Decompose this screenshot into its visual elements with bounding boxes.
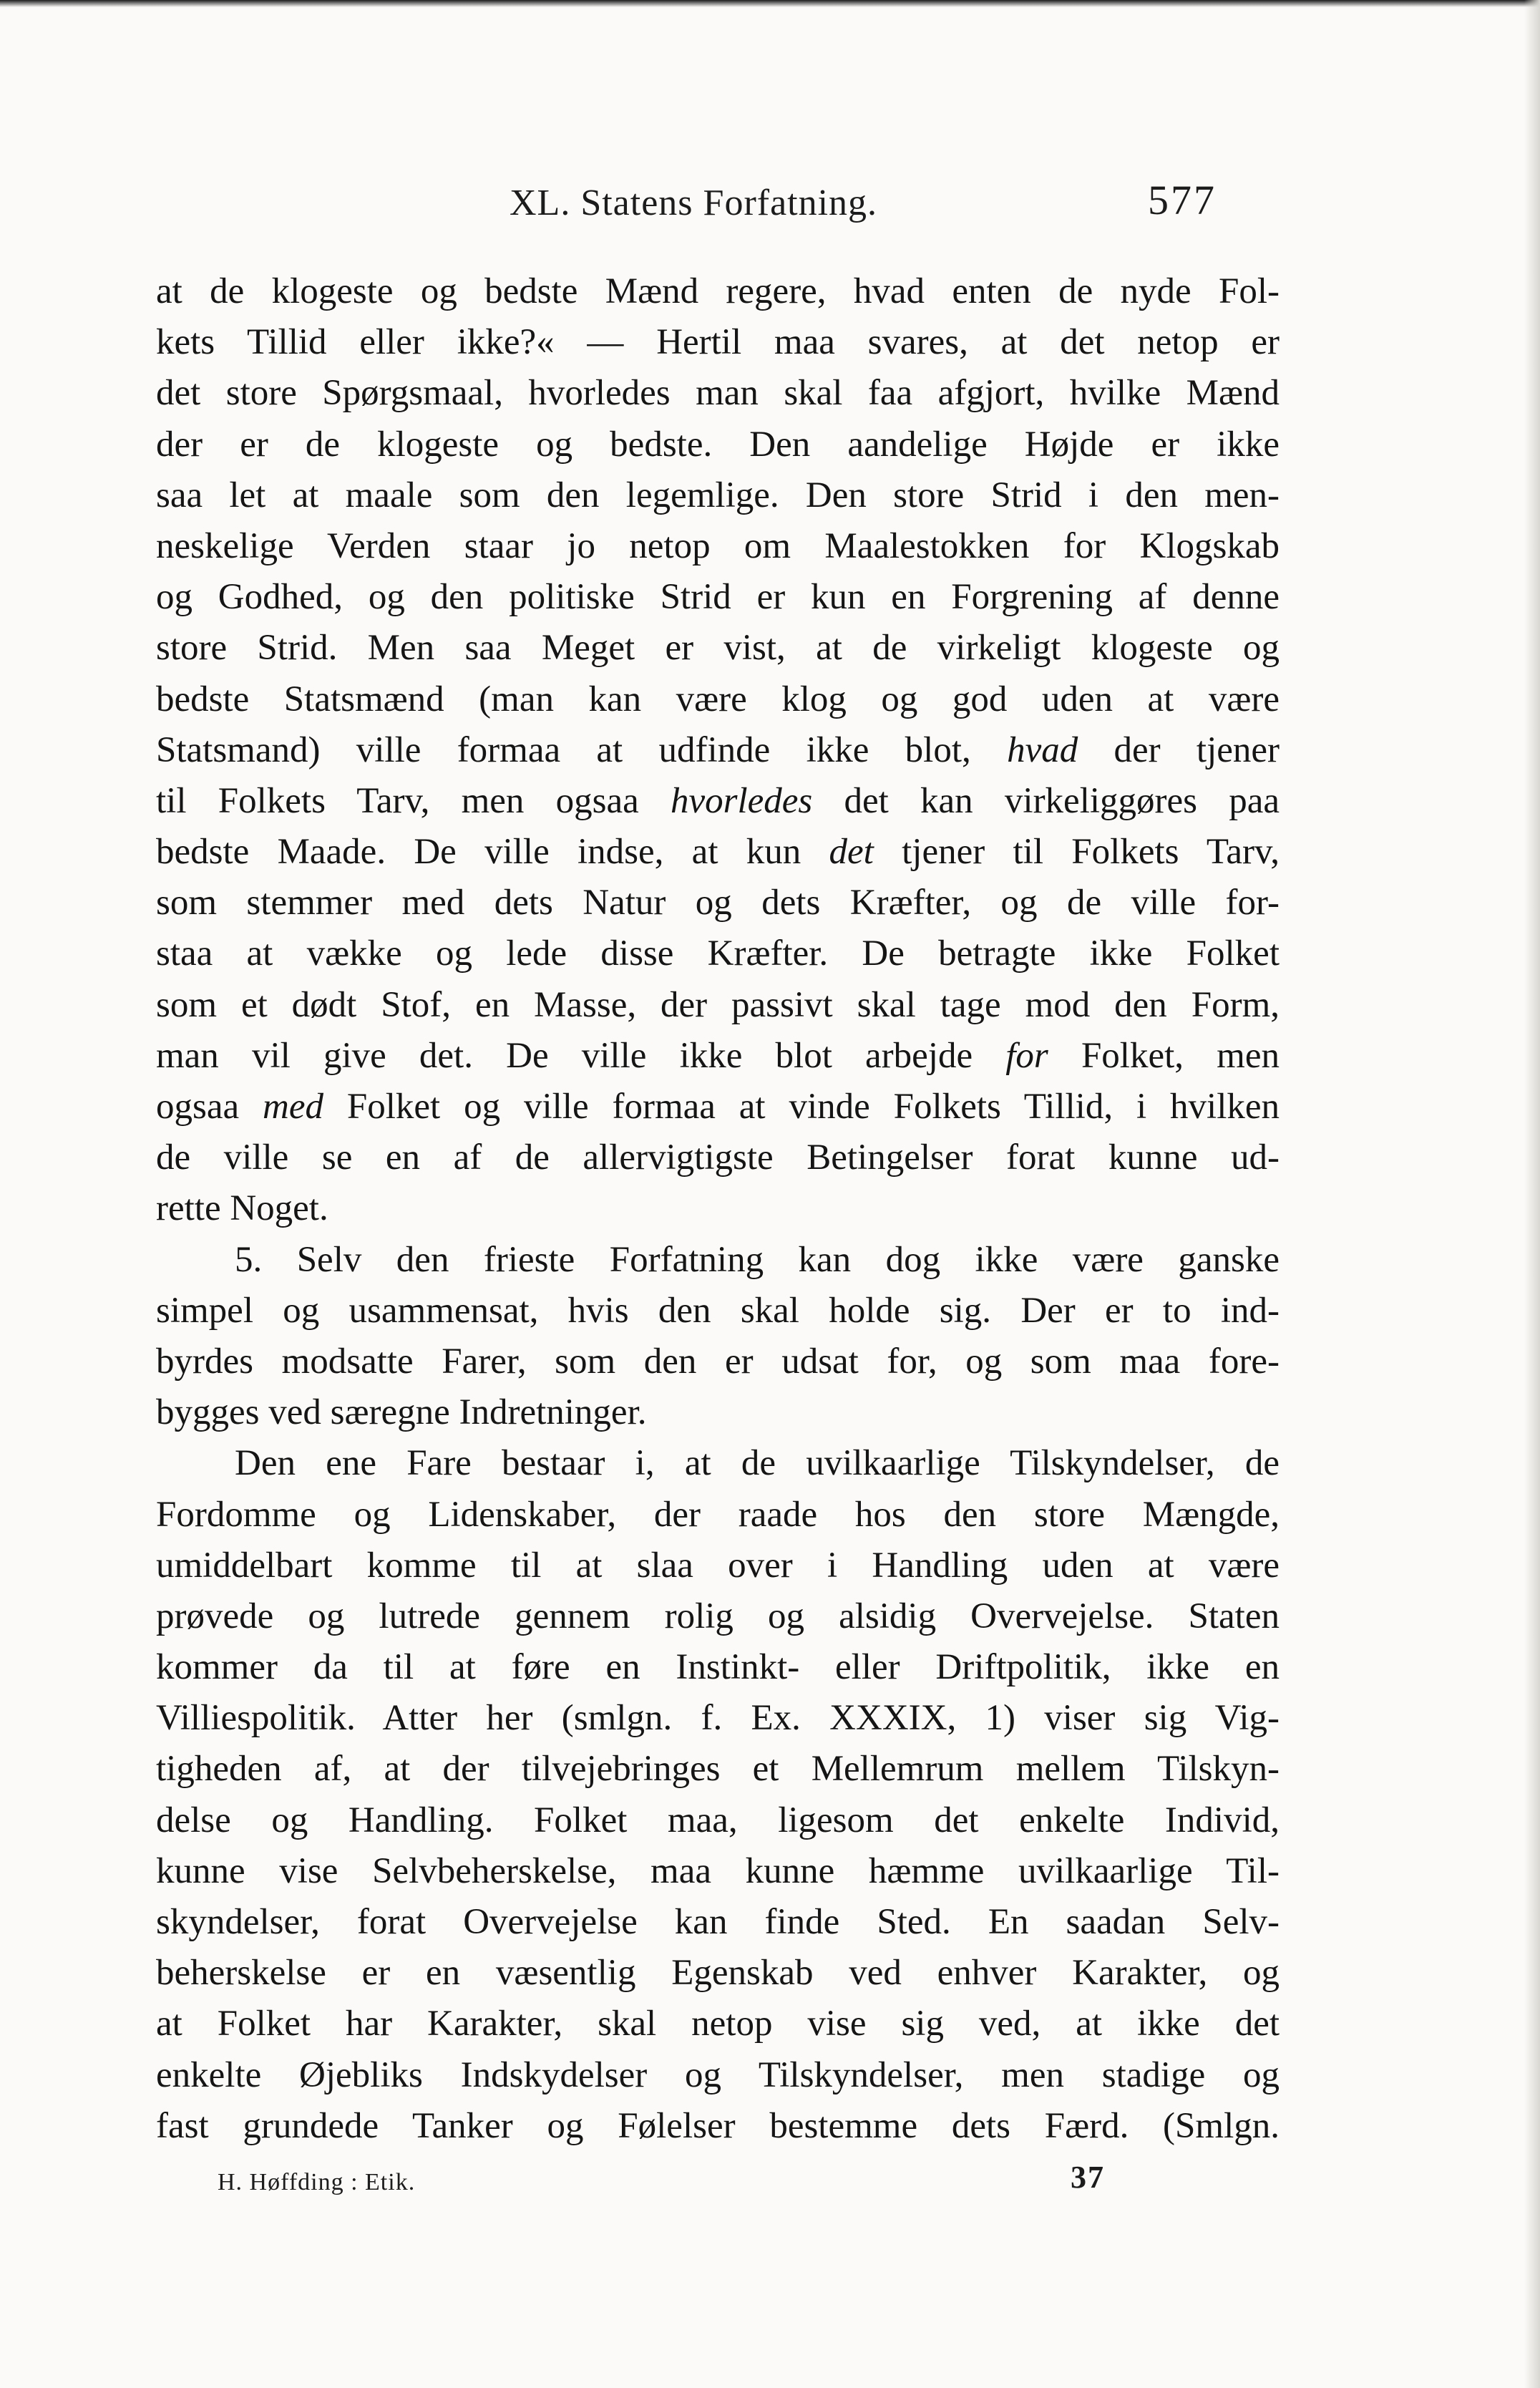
emphasized-word: for <box>1005 1035 1048 1076</box>
text-line: umiddelbart komme til at slaa over i Handling uden at være <box>156 1545 1280 1586</box>
text-line: kets Tillid eller ikke?« — Hertil maa svares, at det netop er <box>156 322 1280 363</box>
text-run: Statsmand) ville formaa at udfinde ikke blot, <box>156 729 1008 770</box>
text-run: tjener til Folkets Tarv, <box>873 832 1280 873</box>
text-line <box>156 1031 1280 1082</box>
printer-signature: H. Høffding : Etik. <box>218 2169 416 2195</box>
text-run: til Folkets Tarv, men ogsaa <box>156 780 671 821</box>
text-run: man vil give det. De ville ikke blot arbejde <box>156 1035 1006 1076</box>
scan-top-edge <box>0 0 1540 7</box>
text-run: Folket, men <box>1048 1035 1280 1076</box>
text-line <box>156 776 1280 827</box>
text-run: det kan virkeliggøres paa <box>812 780 1280 821</box>
text-line: store Strid. Men saa Meget er vist, at de virkeligt klogeste og <box>156 628 1280 669</box>
text-line <box>156 725 1280 776</box>
scan-right-edge <box>1524 0 1540 2388</box>
text-line: skyndelser, forat Overvejelse kan finde Sted. En saadan Selv- <box>156 1902 1280 1942</box>
text-run: bedste Maade. De ville indse, at kun <box>156 832 829 873</box>
text-line: som stemmer med dets Natur og dets Kræfter, og de ville for- <box>156 883 1280 923</box>
text-line: enkelte Øjebliks Indskydelser og Tilskyndelser, men stadige og <box>156 2054 1280 2095</box>
text-line: bedste Statsmænd (man kan være klog og god uden at være <box>156 679 1280 719</box>
running-head <box>0 176 1540 233</box>
text-line: og Godhed, og den politiske Strid er kun en Forgrening af denne <box>156 577 1280 618</box>
text-line: staa at vække og lede disse Kræfter. De betragte ikke Folket <box>156 933 1280 974</box>
page-footer <box>0 2155 1540 2205</box>
text-line: 5. Selv den frieste Forfatning kan dog ikke være ganske <box>235 1239 1280 1280</box>
text-line: Den ene Fare bestaar i, at de uvilkaarlige Tilskyndelser, de <box>235 1443 1280 1484</box>
text-line: at de klogeste og bedste Mænd regere, hvad enten de nyde Fol- <box>156 271 1280 311</box>
text-line: prøvede og lutrede gennem rolig og alsidig Overvejelse. Staten <box>156 1596 1280 1636</box>
text-line: de ville se en af de allervigtigste Betingelser forat kunne ud- <box>156 1137 1280 1178</box>
text-run: Folket og ville formaa at vinde Folkets Tillid, i hvilken <box>323 1087 1280 1127</box>
text-line: som et dødt Stof, en Masse, der passivt skal tage mod den Form, <box>156 984 1280 1025</box>
emphasized-word: hvorledes <box>671 780 813 821</box>
text-line: delse og Handling. Folket maa, ligesom det enkelte Individ, <box>156 1800 1280 1840</box>
text-line: byrdes modsatte Farer, som den er udsat for, og som maa fore- <box>156 1341 1280 1382</box>
page-number: 577 <box>1148 177 1217 223</box>
text-line <box>156 1082 1280 1132</box>
emphasized-word: hvad <box>1007 729 1078 770</box>
text-line <box>156 827 1280 878</box>
emphasized-word: det <box>829 832 874 873</box>
text-line: bygges ved særegne Indretninger. <box>156 1392 647 1433</box>
text-line: at Folket har Karakter, skal netop vise sig ved, at ikke det <box>156 2004 1280 2044</box>
text-line: der er de klogeste og bedste. Den aandelige Højde er ikke <box>156 424 1280 465</box>
text-line: Fordomme og Lidenskaber, der raade hos den store Mængde, <box>156 1494 1280 1535</box>
running-title: XL. Statens Forfatning. <box>510 183 878 223</box>
text-line: beherskelse er en væsentlig Egenskab ved enhver Karakter, og <box>156 1953 1280 1994</box>
text-line: det store Spørgsmaal, hvorledes man skal faa afgjort, hvilke Mænd <box>156 373 1280 414</box>
text-line: kunne vise Selvbeherskelse, maa kunne hæmme uvilkaarlige Til- <box>156 1850 1280 1891</box>
text-line: Villiespolitik. Atter her (smlgn. f. Ex. XXXIX, 1) viser sig Vig- <box>156 1698 1280 1739</box>
text-run: der tjener <box>1078 729 1280 770</box>
text-line: tigheden af, at der tilvejebringes et Mellemrum mellem Tilskyn- <box>156 1749 1280 1790</box>
body-text <box>156 266 1280 2152</box>
text-line: rette Noget. <box>156 1188 328 1229</box>
emphasized-word: med <box>263 1087 323 1127</box>
text-line: simpel og usammensat, hvis den skal holde sig. Der er to ind- <box>156 1290 1280 1331</box>
text-run: ogsaa <box>156 1087 263 1127</box>
text-line: neskelige Verden staar jo netop om Maalestokken for Klogskab <box>156 525 1280 566</box>
text-line: kommer da til at føre en Instinkt- eller Driftpolitik, ikke en <box>156 1647 1280 1688</box>
text-line: saa let at maale som den legemlige. Den store Strid i den men- <box>156 475 1280 515</box>
text-line: fast grundede Tanker og Følelser bestemme dets Færd. (Smlgn. <box>156 2105 1280 2146</box>
sheet-number: 37 <box>1071 2160 1105 2195</box>
